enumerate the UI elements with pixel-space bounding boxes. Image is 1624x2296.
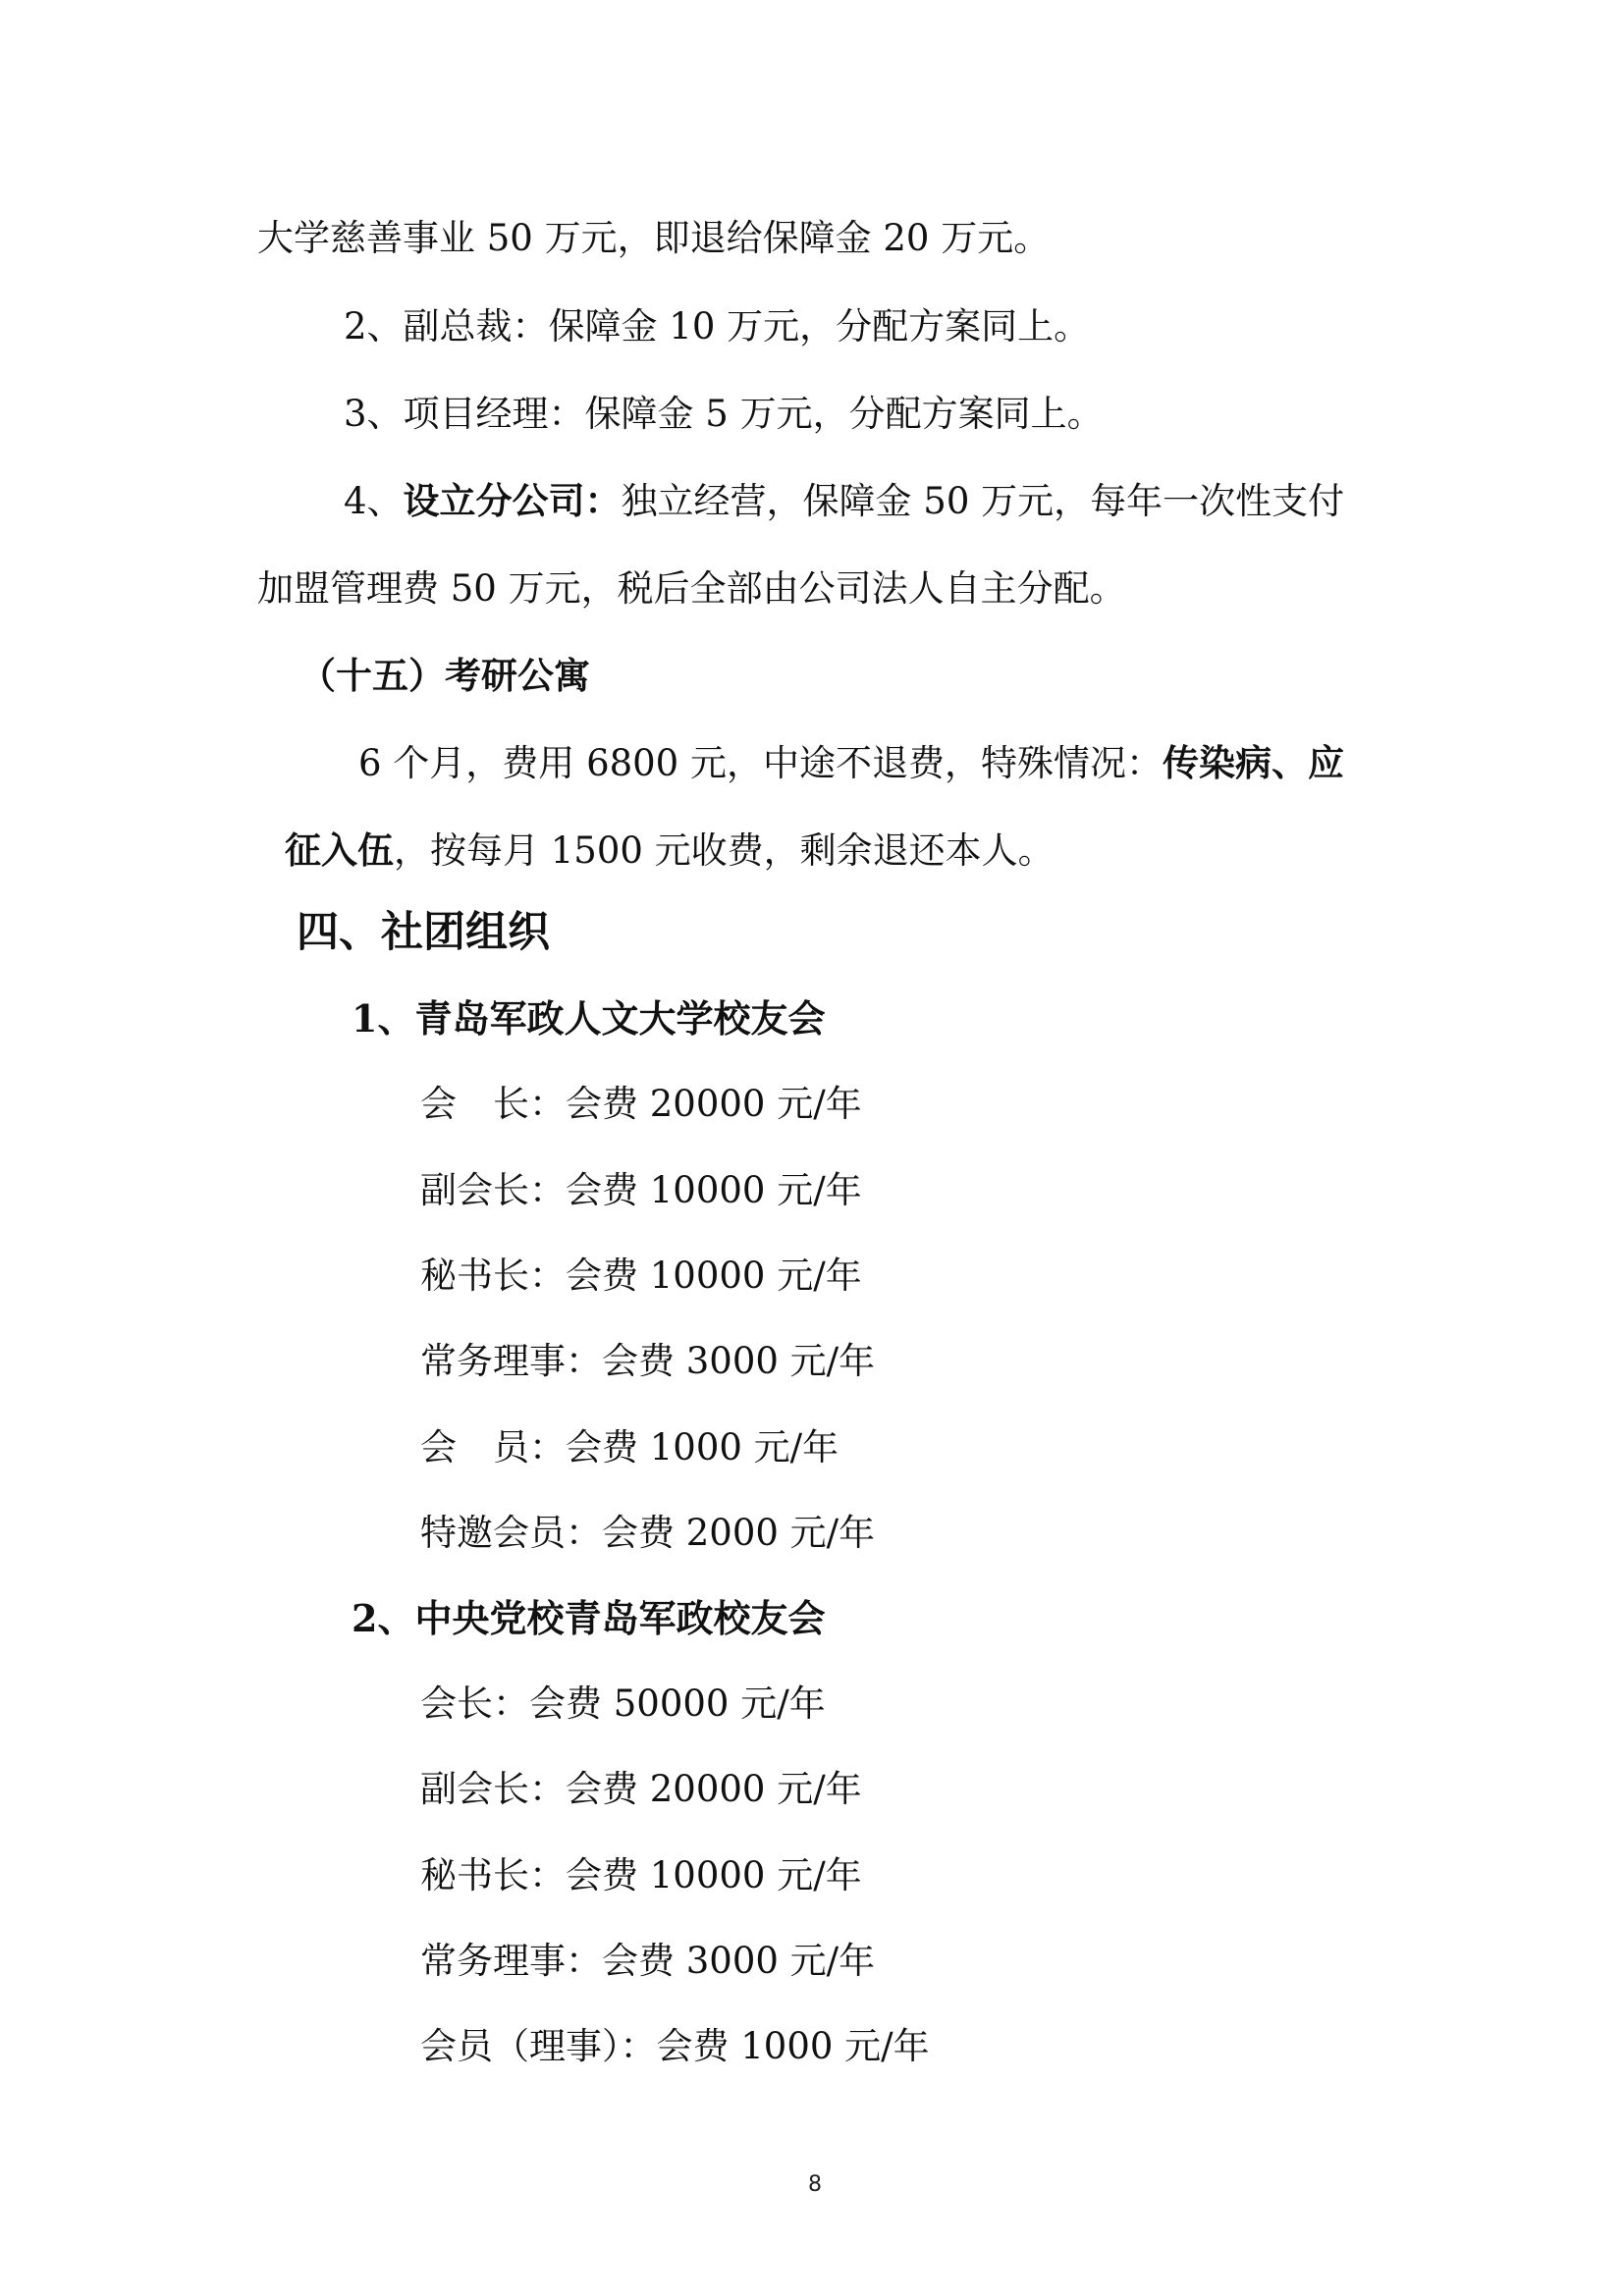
section15-para-line1 <box>358 738 1344 787</box>
item-num: 3、 <box>344 393 404 435</box>
group1-row: 特邀会员：会费 2000 元/年 <box>420 1512 876 1554</box>
group1-row: 会 长：会费 20000 元/年 <box>420 1083 862 1125</box>
item-title: 设立分公司： <box>403 479 622 522</box>
group2-row: 常务理事：会费 3000 元/年 <box>420 1940 876 1982</box>
item-num: 2、 <box>344 305 404 347</box>
group1-row: 副会长：会费 10000 元/年 <box>420 1169 862 1211</box>
group2-row: 秘书长：会费 10000 元/年 <box>420 1854 862 1896</box>
page-number: 8 <box>808 2172 822 2197</box>
item-title: 副总裁： <box>403 305 549 347</box>
group1-heading: 1、青岛军政人文大学校友会 <box>352 996 826 1041</box>
item-num: 4、 <box>344 480 404 522</box>
group1-row: 秘书长：会费 10000 元/年 <box>420 1255 862 1297</box>
item-2 <box>344 302 1090 351</box>
section15-para-line2 <box>285 826 1055 875</box>
item-text: 保障金 5 万元，分配方案同上。 <box>584 393 1104 435</box>
para-bold: 传染病、应 <box>1163 741 1344 784</box>
group2-heading: 2、中央党校青岛军政校友会 <box>352 1596 826 1640</box>
para-text: ，按每月 1500 元收费，剩余退还本人。 <box>394 829 1055 872</box>
group2-row: 副会长：会费 20000 元/年 <box>420 1768 862 1810</box>
item-4 <box>344 476 1344 525</box>
continuation-line: 大学慈善事业 50 万元，即退给保障金 20 万元。 <box>257 217 1051 259</box>
group2-row: 会员（理事）：会费 1000 元/年 <box>420 2025 930 2067</box>
section15-heading: （十五）考研公寓 <box>299 654 590 697</box>
group1-row: 常务理事：会费 3000 元/年 <box>420 1340 876 1382</box>
item-text: 独立经营，保障金 50 万元，每年一次性支付 <box>621 480 1345 522</box>
item-title: 项目经理： <box>403 393 585 435</box>
section4-heading: 四、社团组织 <box>297 908 550 957</box>
para-text: 6 个月，费用 6800 元，中途不退费，特殊情况： <box>358 742 1163 784</box>
group1-row: 会 员：会费 1000 元/年 <box>420 1426 839 1468</box>
item-text: 保障金 10 万元，分配方案同上。 <box>548 305 1091 347</box>
para-bold: 征入伍 <box>285 828 394 872</box>
group2-row: 会长：会费 50000 元/年 <box>420 1682 826 1725</box>
item-3 <box>344 390 1104 439</box>
item-4-continuation: 加盟管理费 50 万元，税后全部由公司法人自主分配。 <box>257 567 1126 610</box>
